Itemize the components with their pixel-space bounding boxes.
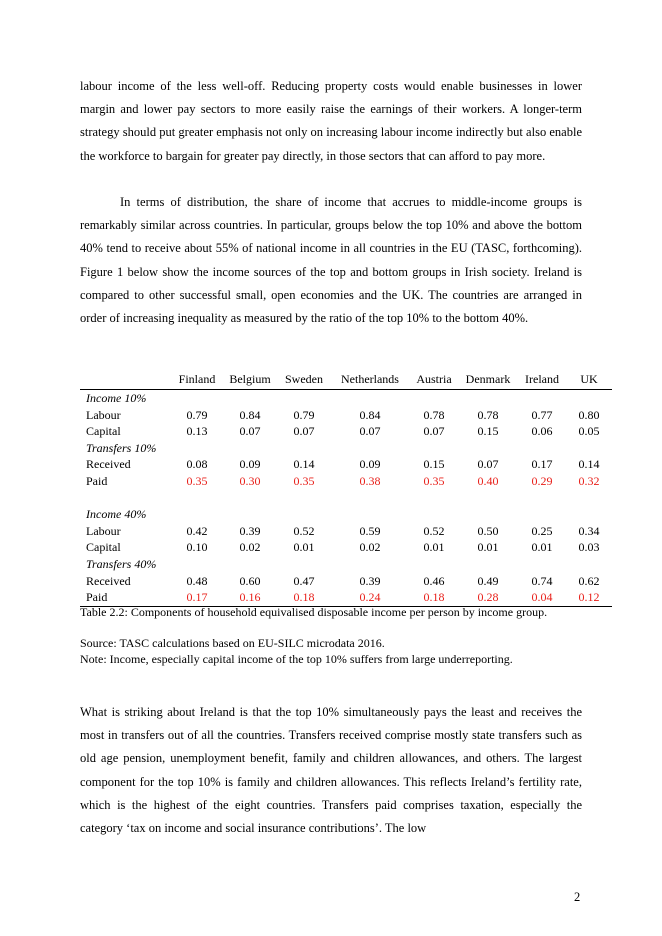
table-cell: 0.07 <box>477 457 499 472</box>
table-cell: 0.84 <box>239 407 261 422</box>
column-header: Netherlands <box>330 369 410 390</box>
table-cell: 0.25 <box>531 523 553 538</box>
table-cell: 0.12 <box>566 589 612 606</box>
paragraph-2: In terms of distribution, the share of income that accrues to middle-income groups is remarkably similar across countries. In particular, groups below the top 10% and above the bottom 40% tend to receive about 55% of national income in all countries in the EU (TASC, forthcoming). Figure 1 below show the income sources of the top and bottom groups in Irish society. Ireland is compared to other successful small, open economies and the UK. The countries are arranged in order of increasing inequality as measured by the ratio of the top 10% to the bottom 40%. <box>80 195 582 326</box>
table-cell: 0.24 <box>330 589 410 606</box>
paragraph-3: What is striking about Ireland is that the top 10% simultaneously pays the least and receives the most in transfers out of all the countries. Transfers received comprise mostly state transfers such as old age pension, unemployment benefit, family and children allowances, and others. The largest component for the top 10% is family and children allowances. This reflects Ireland’s fertility rate, which is the highest of the eight countries. Transfers paid comprises taxation, especially the category ‘tax on income and social insurance contributions’. The low <box>80 705 582 836</box>
table-cell: 0.42 <box>186 523 208 538</box>
row-label: Labour <box>86 407 121 422</box>
table-cell: 0.59 <box>359 523 381 538</box>
row-label: Paid <box>86 473 108 488</box>
page-number: 2 <box>574 890 581 904</box>
table-cell: 0.14 <box>578 457 600 472</box>
table-cell: 0.35 <box>423 473 445 488</box>
table-cell: 0.47 <box>293 573 315 588</box>
table-note: Note: Income, especially capital income of the top 10% suffers from large underreporting. <box>80 652 513 666</box>
table-cell: 0.01 <box>293 540 315 555</box>
table-cell: 0.01 <box>423 540 445 555</box>
table-cell: 0.07 <box>423 424 445 439</box>
table-cell: 0.05 <box>578 424 600 439</box>
table-cell: 0.35 <box>186 473 208 488</box>
row-label: Capital <box>86 424 121 439</box>
table-cell: 0.07 <box>239 424 261 439</box>
table-row <box>80 456 612 473</box>
row-label: Received <box>86 573 131 588</box>
table-source: Source: TASC calculations based on EU-SILC microdata 2016. <box>80 636 385 650</box>
table-cell: 0.08 <box>186 457 208 472</box>
section-label: Transfers 40% <box>86 556 157 571</box>
table-cell: 0.02 <box>359 540 381 555</box>
table-cell: 0.06 <box>531 424 553 439</box>
table-row <box>80 473 612 490</box>
table-row <box>80 573 612 590</box>
table-cell: 0.30 <box>239 473 261 488</box>
table-cell: 0.79 <box>293 407 315 422</box>
table-cell: 0.15 <box>423 457 445 472</box>
table-cell: 0.07 <box>359 424 381 439</box>
column-header: Denmark <box>458 369 518 390</box>
section-label: Transfers 10% <box>86 440 157 455</box>
table-cell: 0.01 <box>477 540 499 555</box>
section-row <box>80 556 612 573</box>
table-cell: 0.52 <box>423 523 445 538</box>
table-cell: 0.38 <box>359 473 381 488</box>
table-row <box>80 539 612 556</box>
table-cell: 0.18 <box>410 589 458 606</box>
table-cell: 0.35 <box>293 473 315 488</box>
table-cell: 0.78 <box>423 407 445 422</box>
table-cell: 0.18 <box>278 589 330 606</box>
table-cell: 0.52 <box>293 523 315 538</box>
table-header-row <box>80 369 612 390</box>
income-components-table <box>80 369 612 607</box>
table-cell: 0.29 <box>531 473 553 488</box>
table-cell: 0.34 <box>578 523 600 538</box>
section-label: Income 40% <box>86 507 147 522</box>
table-cell: 0.28 <box>458 589 518 606</box>
table-cell: 0.39 <box>359 573 381 588</box>
table-cell: 0.17 <box>172 589 222 606</box>
table-cell: 0.62 <box>578 573 600 588</box>
table-cell: 0.80 <box>578 407 600 422</box>
table-cell: 0.14 <box>293 457 315 472</box>
row-label: Paid <box>80 589 172 606</box>
section-row <box>80 506 612 523</box>
table-cell: 0.49 <box>477 573 499 588</box>
table-cell: 0.48 <box>186 573 208 588</box>
row-label: Received <box>86 457 131 472</box>
table-cell: 0.78 <box>477 407 499 422</box>
table-cell: 0.13 <box>186 424 208 439</box>
table-cell: 0.04 <box>518 589 566 606</box>
table-row <box>80 407 612 424</box>
column-header: Ireland <box>518 369 566 390</box>
column-header: Finland <box>172 369 222 390</box>
table-cell: 0.03 <box>578 540 600 555</box>
section-label: Income 10% <box>86 391 147 405</box>
table-cell: 0.16 <box>222 589 278 606</box>
table-caption: Table 2.2: Components of household equivalised disposable income per person by income group. <box>80 605 548 619</box>
table-cell: 0.07 <box>293 424 315 439</box>
row-label: Labour <box>86 523 121 538</box>
table-cell: 0.79 <box>186 407 208 422</box>
table-cell: 0.17 <box>531 457 553 472</box>
table-cell: 0.40 <box>477 473 499 488</box>
row-label: Capital <box>86 540 121 555</box>
section-row <box>80 390 612 407</box>
table-row <box>80 523 612 540</box>
table-row <box>80 423 612 440</box>
table-cell: 0.01 <box>531 540 553 555</box>
table-cell: 0.15 <box>477 424 499 439</box>
spacer-row <box>80 490 612 507</box>
table-cell: 0.84 <box>359 407 381 422</box>
table-cell: 0.50 <box>477 523 499 538</box>
table-cell: 0.60 <box>239 573 261 588</box>
paragraph-1: labour income of the less well-off. Reducing property costs would enable businesses in lower margin and lower pay sectors to more easily raise the earnings of their workers. A longer-term strategy should put greater emphasis not only on increasing labour income indirectly but also enable the workforce to bargain for greater pay directly, in those sectors that can afford to pay more. <box>80 79 582 163</box>
section-row <box>80 440 612 457</box>
table-cell: 0.74 <box>531 573 553 588</box>
table-cell: 0.77 <box>531 407 553 422</box>
header-blank <box>80 369 172 390</box>
table-cell: 0.39 <box>239 523 261 538</box>
column-header: Sweden <box>278 369 330 390</box>
table-cell: 0.09 <box>359 457 381 472</box>
column-header: UK <box>566 369 612 390</box>
table-cell: 0.02 <box>239 540 261 555</box>
column-header: Belgium <box>222 369 278 390</box>
table-cell: 0.10 <box>186 540 208 555</box>
table-row <box>80 589 612 606</box>
column-header: Austria <box>410 369 458 390</box>
table-cell: 0.32 <box>578 473 600 488</box>
table-cell: 0.09 <box>239 457 261 472</box>
table-cell: 0.46 <box>423 573 445 588</box>
